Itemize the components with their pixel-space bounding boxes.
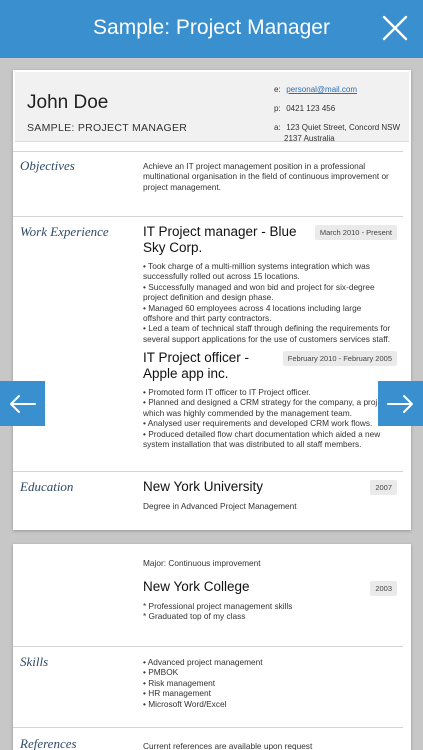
divider (13, 646, 403, 647)
skills-list: • Advanced project management • PMBOK • Risk management • HR management • Microsoft Word/Excel (143, 657, 263, 709)
section-title-education: Education (20, 479, 74, 494)
section-title-work-experience: Work Experience (20, 224, 109, 239)
divider (13, 216, 403, 217)
resume-subtitle: SAMPLE: PROJECT MANAGER (27, 122, 188, 134)
page-title: Sample: Project Manager (93, 16, 330, 39)
major-text: Major: Continuous improvement (143, 558, 261, 568)
date-badge: March 2010 - Present (315, 225, 397, 240)
date-badge: 2003 (370, 581, 397, 596)
close-icon[interactable] (381, 14, 409, 42)
divider (13, 151, 403, 152)
resume-header (15, 72, 409, 142)
job-bullets: • Promoted form IT officer to IT Project officer. • Planned and designed a CRM strategy for the company, a proj which was highly commended by the management team. • Analysed user requirements and developed CRM work flows. • Produced detailed flow chart documentation which aided a new system installation that was distributed to all staff members. (143, 387, 381, 450)
section-title-skills: Skills (20, 654, 49, 669)
arrow-left-icon (9, 394, 36, 414)
resume-page-2 (13, 544, 411, 750)
objectives-text: Achieve an IT project management position in a professional multinational organisation in the field of continuous improvement or project management. (143, 161, 389, 192)
job-title: IT Project manager - Blue Sky Corp. (143, 224, 297, 255)
section-title-objectives: Objectives (20, 158, 75, 173)
date-badge: February 2010 - February 2005 (283, 351, 397, 366)
next-page-button[interactable] (378, 381, 423, 426)
degree-text: Degree in Advanced Project Management (143, 501, 297, 511)
arrow-right-icon (387, 394, 414, 414)
previous-page-button[interactable] (0, 381, 45, 426)
contact-address: a: 123 Quiet Street, Concord NSW 2137 Australia (274, 123, 401, 143)
email-link[interactable]: personal@mail.com (286, 85, 358, 94)
top-bar (0, 0, 423, 58)
job-bullets: • Took charge of a multi-million systems integration which was successfully rolled out across 15 locations. • Successfully managed and won bid and project for six-degree project definition and design phase. • Managed 60 employees across 4 locations including large offshore and thirt party contractors. • Led a team of technical staff through defining the requirements for several support applications for the use of customers services staff. (143, 261, 391, 344)
school-bullets: * Professional project management skills * Graduated top of my class (143, 601, 293, 622)
divider (13, 471, 403, 472)
contact-phone: p: 0421 123 456 (274, 104, 336, 113)
job-title: IT Project officer - Apple app inc. (143, 350, 250, 381)
section-title-references: References (20, 736, 77, 750)
divider (13, 727, 403, 728)
references-text: Current references are available upon request (143, 741, 313, 750)
school-name: New York University (143, 479, 264, 494)
date-badge: 2007 (370, 480, 397, 495)
contact-email: e: personal@mail.com (274, 85, 358, 94)
resume-name: John Doe (27, 92, 109, 113)
resume-page-1 (13, 70, 411, 530)
school-name: New York College (143, 579, 250, 594)
